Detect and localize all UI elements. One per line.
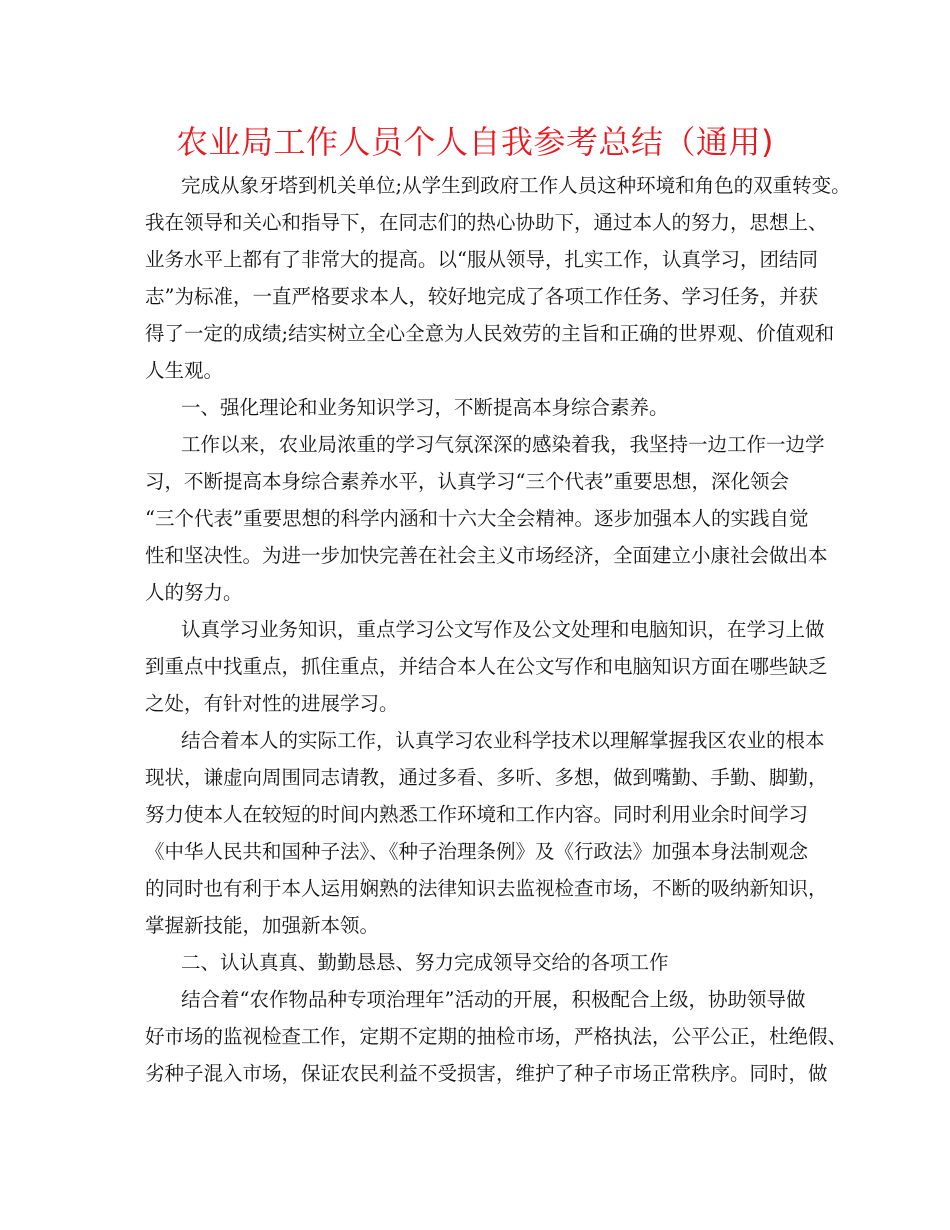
section-heading: 二、认认真真、勤勤恳恳、努力完成领导交给的各项工作 [181, 951, 669, 974]
text-line: 工作以来，农业局浓重的学习气氛深深的感染着我，我坚持一边工作一边学 [181, 433, 825, 456]
text-line: 得了一定的成绩;结实树立全心全意为人民效劳的主旨和正确的世界观、价值观和 [145, 322, 835, 345]
text-line: 习，不断提高本身综合素养水平，认真学习“三个代表”重要思想，深化领会 [145, 470, 789, 493]
text-line: 好市场的监视检查工作，定期不定期的抽检市场，严格执法，公平公正，杜绝假、 [145, 1025, 848, 1048]
text-line: “三个代表”重要思想的科学内涵和十六大全会精神。逐步加强本人的实践自觉 [145, 507, 809, 530]
text-line: 人生观。 [145, 359, 224, 382]
document-title: 农业局工作人员个人自我参考总结（通用) [176, 123, 774, 161]
text-line: 认真学习业务知识，重点学习公文写作及公文处理和电脑知识，在学习上做 [181, 618, 825, 641]
text-line: 志”为标准，一直严格要求本人，较好地完成了各项工作任务、学习任务，并获 [145, 285, 818, 308]
text-line: 人的努力。 [145, 581, 243, 604]
text-line: 现状，谦虚向周围同志请教，通过多看、多听、多想，做到嘴勤、手勤、脚勤， [145, 766, 828, 789]
text-line: 《中华人民共和国种子法》、《种子治理条例》及《行政法》加强本身法制观念 [145, 840, 809, 863]
text-line: 的同时也有利于本人运用娴熟的法律知识去监视检查市场，不断的吸纳新知识， [145, 877, 828, 900]
section-heading: 一、强化理论和业务知识学习，不断提高本身综合素养。 [181, 396, 669, 419]
text-line: 掌握新技能，加强新本领。 [145, 914, 380, 937]
text-line: 完成从象牙塔到机关单位;从学生到政府工作人员这种环境和角色的双重转变。 [181, 174, 851, 197]
text-line: 结合着本人的实际工作，认真学习农业科学技术以理解掌握我区农业的根本 [181, 729, 825, 752]
text-line: 之处，有针对性的进展学习。 [145, 692, 399, 715]
text-line: 到重点中找重点，抓住重点，并结合本人在公文写作和电脑知识方面在哪些缺乏 [145, 655, 828, 678]
text-line: 性和坚决性。为进一步加快完善在社会主义市场经济，全面建立小康社会做出本 [145, 544, 828, 567]
text-line: 我在领导和关心和指导下，在同志们的热心协助下，通过本人的努力，思想上、 [145, 211, 828, 234]
text-line: 业务水平上都有了非常大的提高。以“服从领导，扎实工作，认真学习，团结同 [145, 248, 818, 271]
text-line: 结合着“农作物品种专项治理年”活动的开展，积极配合上级，协助领导做 [181, 988, 806, 1011]
text-line: 努力使本人在较短的时间内熟悉工作环境和工作内容。同时利用业余时间学习 [145, 803, 809, 826]
text-line: 劣种子混入市场，保证农民利益不受损害，维护了种子市场正常秩序。同时，做 [145, 1062, 828, 1085]
